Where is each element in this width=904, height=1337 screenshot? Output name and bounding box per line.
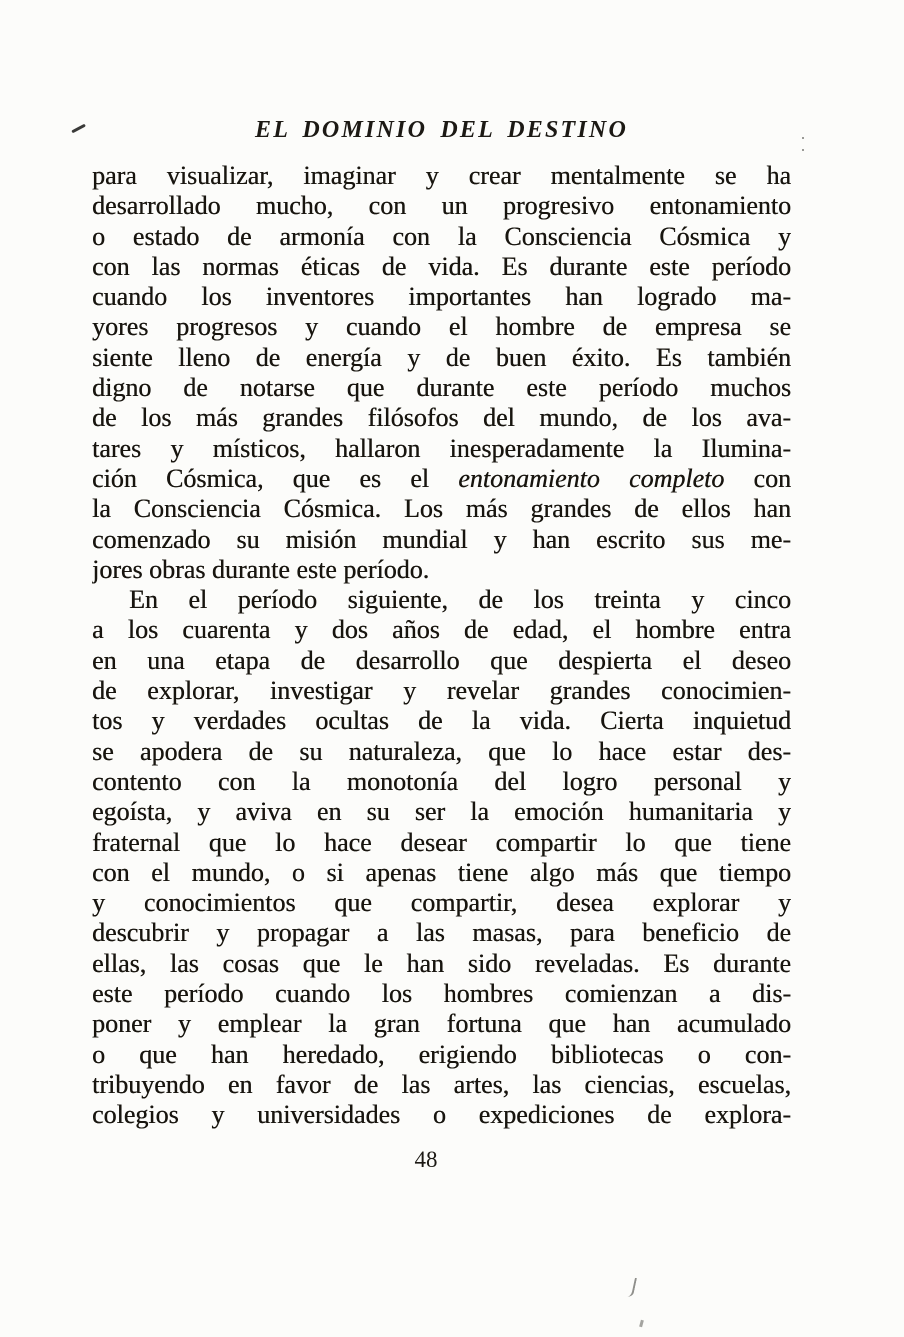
- text-segment: egoísta, y aviva en su ser la emoción humanitaria y: [92, 797, 791, 827]
- text-segment: se apodera de su naturaleza, que lo hace estar des-: [92, 736, 791, 766]
- text-segment: para visualizar, imaginar y crear mentalmente se ha: [92, 161, 791, 190]
- text-line: [92, 252, 791, 282]
- text-line: [92, 1009, 791, 1039]
- text-block: [92, 161, 791, 1131]
- text-line: [92, 1070, 791, 1100]
- text-line: [92, 585, 791, 615]
- running-header: EL DOMINIO DEL DESTINO: [255, 117, 628, 143]
- text-line: [92, 737, 791, 767]
- text-segment: tares y místicos, hallaron inesperadamente la Ilumina-: [92, 433, 791, 463]
- text-segment: contento con la monotonía del logro personal y: [92, 766, 791, 796]
- text-line: [92, 797, 791, 827]
- text-line: [92, 403, 791, 433]
- text-line: [92, 555, 791, 585]
- text-segment: en una etapa de desarrollo que despierta el deseo: [92, 645, 791, 675]
- text-segment: descubrir y propagar a las masas, para beneficio de: [92, 918, 791, 948]
- text-line: [92, 858, 791, 888]
- text-segment: poner y emplear la gran fortuna que han acumulado: [92, 1009, 791, 1039]
- text-segment: colegios y universidades o expediciones de explora-: [92, 1100, 791, 1130]
- text-line: [92, 615, 791, 645]
- text-line: [92, 918, 791, 948]
- text-line: [92, 494, 791, 524]
- text-segment: este período cuando los hombres comienzan a dis-: [92, 979, 791, 1009]
- text-line: [92, 222, 791, 252]
- text-segment: siente lleno de energía y de buen éxito. Es también: [92, 342, 791, 372]
- text-segment: o estado de armonía con la Consciencia Cósmica y: [92, 221, 791, 251]
- text-segment: yores progresos y cuando el hombre de empresa se: [92, 312, 791, 342]
- pen-slash-mark: [71, 124, 85, 133]
- text-segment: ción Cósmica, que es el: [92, 463, 459, 493]
- ink-squiggle-mark: [624, 1276, 637, 1297]
- text-line: [92, 312, 791, 342]
- text-line: [92, 282, 791, 312]
- text-line: [92, 828, 791, 858]
- text-line: [92, 979, 791, 1009]
- text-segment: de explorar, investigar y revelar grandes conocimien-: [92, 676, 791, 706]
- text-segment: la Consciencia Cósmica. Los más grandes de ellos han: [92, 494, 791, 524]
- text-line: [92, 161, 791, 191]
- text-segment: o que han heredado, erigiendo bibliotecas o con-: [92, 1039, 791, 1069]
- text-segment: fraternal que lo hace desear compartir lo que tiene: [92, 827, 791, 857]
- text-line: [92, 191, 791, 221]
- text-segment: digno de notarse que durante este período muchos: [92, 373, 791, 403]
- ink-dot-mark: [639, 1320, 644, 1328]
- text-line: [92, 767, 791, 797]
- text-segment: jores obras durante este período.: [92, 554, 430, 584]
- text-line: [92, 343, 791, 373]
- text-line: [92, 434, 791, 464]
- text-segment: con las normas éticas de vida. Es durante este período: [92, 251, 791, 281]
- text-line: [92, 646, 791, 676]
- text-line: [92, 676, 791, 706]
- text-segment: de los más grandes filósofos del mundo, de los ava-: [92, 403, 791, 433]
- text-line: [92, 525, 791, 555]
- text-segment: ellas, las cosas que le han sido reveladas. Es durante: [92, 948, 791, 978]
- text-segment: y conocimientos que compartir, desea explorar y: [92, 888, 791, 918]
- text-segment: tribuyendo en favor de las artes, las ciencias, escuelas,: [92, 1069, 791, 1099]
- text-segment: a los cuarenta y dos años de edad, el hombre entra: [92, 615, 791, 645]
- text-line: [92, 706, 791, 736]
- text-segment: desarrollado mucho, con un progresivo entonamiento: [92, 191, 791, 221]
- faint-colon-speck: [802, 137, 804, 151]
- text-segment: comenzado su misión mundial y han escrito sus me-: [92, 524, 791, 554]
- page-number: 48: [414, 1147, 438, 1172]
- text-line: [92, 1040, 791, 1070]
- text-line: [92, 464, 791, 494]
- text-segment: cuando los inventores importantes han logrado ma-: [92, 282, 791, 312]
- italic-text-segment: entonamiento completo: [458, 463, 725, 493]
- text-segment: tos y verdades ocultas de la vida. Cierta inquietud: [92, 706, 791, 736]
- text-line: [92, 949, 791, 979]
- text-segment: En el período siguiente, de los treinta y cinco: [129, 585, 791, 615]
- text-line: [92, 888, 791, 918]
- text-segment: con el mundo, o si apenas tiene algo más que tiempo: [92, 857, 791, 887]
- text-segment: con: [724, 463, 791, 493]
- text-line: [92, 1100, 791, 1130]
- text-line: [92, 373, 791, 403]
